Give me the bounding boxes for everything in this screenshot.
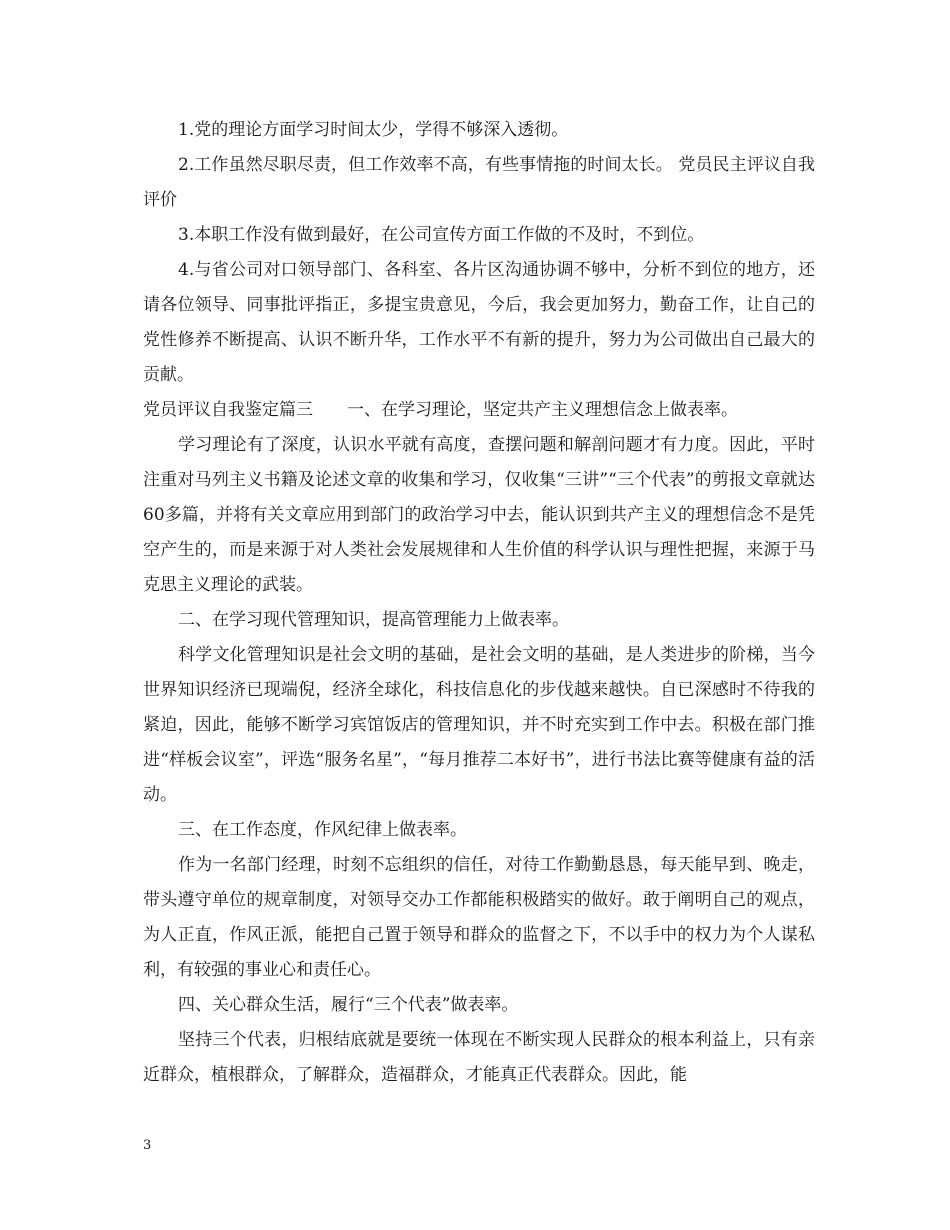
- paragraph-10: 作为一名部门经理，时刻不忘组织的信任，对待工作勤勤恳恳，每天能早到、晚走，带头遵守单位的规章制度，对领导交办工作都能积极踏实的做好。敢于阐明自己的观点，为人正直，作风正派，能把自己置于领导和群众的监督之下，不以手中的权力为个人谋私利，有较强的事业心和责任心。: [143, 855, 815, 980]
- paragraph-3: 3.本职工作没有做到最好，在公司宣传方面工作做的不及时，不到位。: [178, 225, 705, 245]
- paragraph-12: 坚持三个代表，归根结底就是要统一体现在不断实现人民群众的根本利益上，只有亲近群众，植根群众，了解群众，造福群众，才能真正代表群众。因此，能: [143, 1030, 815, 1085]
- paragraph-2: 2.工作虽然尽职尽责，但工作效率不高，有些事情拖的时间太长。 党员民主评议自我评价: [143, 155, 815, 210]
- paragraph-8: 科学文化管理知识是社会文明的基础，是社会文明的基础，是人类进步的阶梯，当今世界知识经济已现端倪，经济全球化，科技信息化的步伐越来越快。自已深感时不待我的紧迫，因此，能够不断学习宾馆饭店的管理知识，并不时充实到工作中去。积极在部门推进“样板会议室”，评选“服务名星”，“每月推荐二本好书”，进行书法比赛等健康有益的活动。: [143, 645, 815, 805]
- subheading-2: 二、在学习现代管理知识，提高管理能力上做表率。: [178, 610, 569, 630]
- section-heading: 党员评议自我鉴定篇三 一、在学习理论，坚定共产主义理想信念上做表率。: [143, 400, 738, 420]
- paragraph-6: 学习理论有了深度，认识水平就有高度，查摆问题和解剖问题才有力度。因此，平时注重对马列主义书籍及论述文章的收集和学习，仅收集“三讲”“三个代表”的剪报文章就达60多篇，并将有关文章应用到部门的政治学习中去，能认识到共产主义的理想信念不是凭空产生的，而是来源于对人类社会发展规律和人生价值的科学认识与理性把握，来源于马克思主义理论的武装。: [143, 435, 815, 595]
- subheading-3: 三、在工作态度，作风纪律上做表率。: [178, 820, 467, 840]
- page-number: 3: [143, 1138, 152, 1153]
- paragraph-4: 4.与省公司对口领导部门、各科室、各片区沟通协调不够中，分析不到位的地方，还请各位领导、同事批评指正，多提宝贵意见，今后，我会更加努力，勤奋工作，让自己的党性修养不断提高、认识不断升华，工作水平不有新的提升，努力为公司做出自己最大的贡献。: [143, 260, 815, 385]
- document-body: [143, 113, 815, 1093]
- subheading-4: 四、关心群众生活，履行“三个代表”做表率。: [178, 995, 519, 1015]
- paragraph-1: 1.党的理论方面学习时间太少，学得不够深入透彻。: [178, 120, 569, 140]
